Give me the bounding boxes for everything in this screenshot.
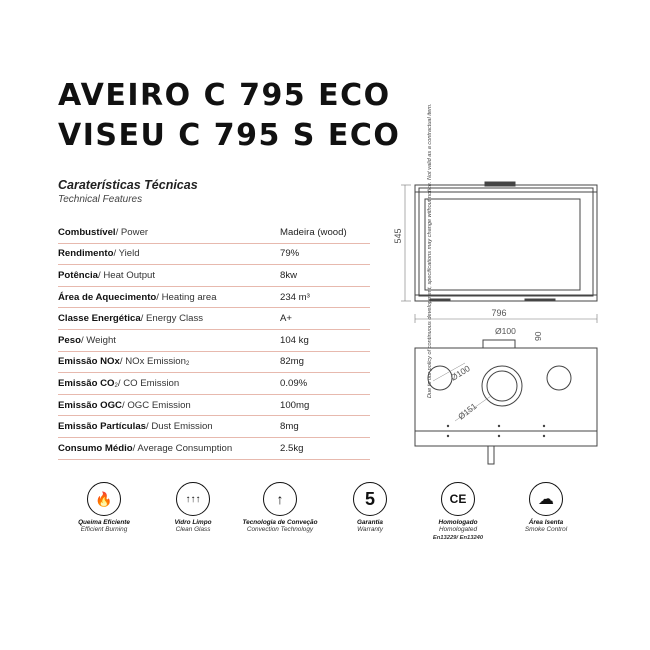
feature-smoke-control	[506, 482, 586, 534]
spec-value: 82mg	[280, 351, 370, 373]
dim-center-hole-label: Ø151	[456, 400, 479, 422]
dim-flue-label: Ø100	[495, 326, 516, 336]
spec-row	[58, 437, 370, 459]
feature-en: Homologated	[438, 526, 477, 533]
section-title: Caraterísticas Técnicas	[58, 178, 198, 192]
spec-label-en: / Average Consumption	[132, 442, 233, 454]
feature-pt: Área Isenta	[528, 519, 564, 526]
feature-en: Clean Glass	[175, 526, 211, 533]
spec-label-pt: Emissão NOx	[58, 356, 120, 368]
spec-label-en: / Energy Class	[140, 313, 204, 325]
product-title-2: VISEU C 795 S ECO	[58, 118, 401, 153]
spec-label-pt-sub: 2	[114, 382, 118, 389]
feature-norm: En13229/ En13240	[432, 535, 484, 541]
feature-pt: Tecnologia de Conveção	[242, 519, 318, 526]
spec-row	[58, 373, 370, 395]
smoke-cloud-icon: ☁	[529, 482, 563, 516]
spec-row	[58, 286, 370, 308]
spec-value: A+	[280, 308, 370, 330]
dim-height-label: 545	[393, 228, 403, 244]
spec-label-en: / Yield	[113, 248, 140, 260]
spec-label-en: / NOx Emission	[119, 356, 186, 368]
feature-convection	[240, 482, 320, 534]
spec-label-pt: Área de Aquecimento	[58, 291, 157, 303]
spec-row	[58, 308, 370, 330]
spec-row	[58, 394, 370, 416]
spec-value: 104 kg	[280, 329, 370, 351]
spec-label-pt: Emissão OGC	[58, 399, 122, 411]
dim-offset-label: 90	[533, 331, 543, 341]
spec-row	[58, 416, 370, 438]
flame-icon: 🔥	[87, 482, 121, 516]
spec-label-pt: Peso	[58, 334, 81, 346]
spec-label-en: / Weight	[80, 334, 116, 346]
spec-label-pt: Emissão Partículas	[58, 421, 146, 433]
spec-value: 8mg	[280, 416, 370, 438]
section-subtitle: Technical Features	[58, 194, 143, 205]
spec-label-pt: Combustível	[58, 226, 116, 238]
dim-side-hole-label: Ø100	[448, 363, 472, 383]
feature-clean-glass	[153, 482, 233, 534]
spec-label-en: / Heat Output	[98, 269, 156, 281]
feature-efficient-burning	[64, 482, 144, 534]
side-disclaimer: Due to our policy of continuous development, specifications may change without notice. Not valid as a contractual item.	[427, 103, 433, 398]
feature-pt: Queima Eficiente	[78, 519, 130, 526]
spec-value: 79%	[280, 243, 370, 265]
spec-label-en: / Heating area	[156, 291, 217, 303]
clean-glass-icon: ↑↑↑	[176, 482, 210, 516]
dim-width-label: 796	[491, 308, 507, 318]
spec-row	[58, 351, 370, 373]
feature-homologated	[418, 482, 498, 542]
spec-label-en: / CO Emission	[117, 377, 180, 389]
spec-label-en: / OGC Emission	[121, 399, 191, 411]
convection-arrow-icon: ↑	[263, 482, 297, 516]
spec-value: 8kw	[280, 265, 370, 287]
feature-pt: Garantia	[357, 519, 383, 526]
front-view	[415, 182, 597, 301]
specs-table	[58, 222, 370, 460]
spec-row	[58, 222, 370, 243]
feature-pt: Vidro Limpo	[174, 519, 212, 526]
spec-value: 234 m³	[280, 286, 370, 308]
feature-en: Smoke Control	[524, 526, 568, 533]
spec-value: 100mg	[280, 394, 370, 416]
spec-label-en: / Power	[115, 226, 149, 238]
product-title-1: AVEIRO C 795 ECO	[58, 78, 391, 113]
spec-value: 0.09%	[280, 373, 370, 395]
feature-en: Efficient Burning	[80, 526, 128, 533]
spec-row	[58, 265, 370, 287]
feature-en: Convection Technology	[246, 526, 314, 533]
spec-label-pt: Classe Energética	[58, 313, 141, 325]
spec-value: 2.5kg	[280, 437, 370, 459]
top-view	[415, 340, 597, 464]
spec-label-pt: Potência	[58, 269, 98, 281]
ce-mark-icon: CE	[441, 482, 475, 516]
spec-label-pt: Rendimento	[58, 248, 114, 260]
spec-value: Madeira (wood)	[280, 222, 370, 243]
spec-label-en: / Dust Emission	[146, 421, 213, 433]
spec-row	[58, 243, 370, 265]
warranty-5-icon: 5	[353, 482, 387, 516]
feature-warranty	[330, 482, 410, 534]
feature-pt: Homologado	[438, 519, 478, 526]
spec-label-en-sub: 2	[185, 361, 190, 368]
spec-label-pt: Emissão CO	[58, 377, 115, 389]
feature-en: Warranty	[357, 526, 383, 533]
spec-row	[58, 329, 370, 351]
spec-label-pt: Consumo Médio	[58, 442, 133, 454]
